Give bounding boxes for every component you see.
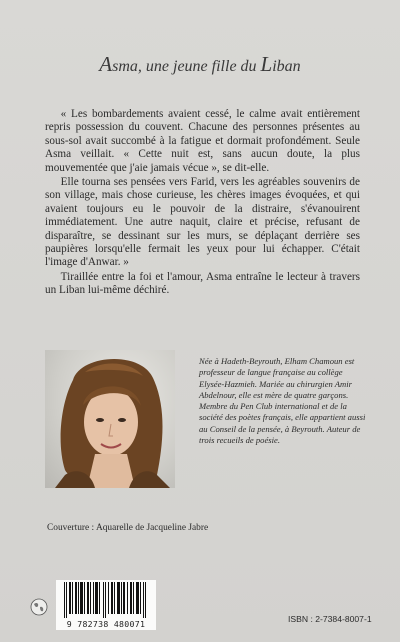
excerpt-blurb: [45, 108, 360, 299]
title-part-2: iban: [272, 58, 301, 75]
isbn: ISBN : 2-7384-8007-1: [288, 614, 372, 624]
author-portrait-icon: [45, 350, 175, 488]
publisher-globe-icon: [30, 598, 48, 616]
book-title: [0, 52, 400, 77]
barcode-number: 9 782738 480071: [66, 619, 146, 629]
blurb-paragraph-3: Tiraillée entre la foi et l'amour, Asma entraîne le lecteur à travers un Liban lui-même déchiré.: [45, 270, 360, 297]
title-part-1: sma, une jeune fille du: [112, 58, 261, 75]
title-initial-a: A: [99, 52, 113, 76]
cover-credit: Couverture : Aquarelle de Jacqueline Jabre: [47, 523, 209, 533]
barcode-bars-icon: [56, 580, 156, 618]
blurb-paragraph-1: « Les bombardements avaient cessé, le calme avait entièrement repris possession du couvent. Chacune des personnes présentes au sous-sol avait succombé à la fatigue et dormait profondément. Seule Asma veillait. « Cette nuit est, sans aucun doute, la plus mouvementée que j'aie jamais vécue », se dit-elle.: [45, 108, 360, 174]
author-photo: [45, 350, 175, 488]
blurb-paragraph-2: Elle tourna ses pensées vers Farid, vers les agréables souvenirs de son village, mais chose curieuse, les chères images évoquées, et qui avaient toujours eu le pouvoir de la distraire, s'évanouirent immédiatement. Une autre naquit, claire et précise, refusant de disparaître, se dessinant sur les murs, se déplaçant derrière ses paupières lorsqu'elle fermait les yeux pour lui échapper. C'était l'image d'Anwar. »: [45, 176, 360, 269]
title-initial-l: L: [260, 52, 273, 76]
author-bio: Née à Hadeth-Beyrouth, Elham Chamoun est professeur de langue française au collège Elysée-Hazmieh. Mariée au chirurgien Amir Abdelnour, elle est mère de quatre garçons. Membre du Pen Club international et de la société des poètes français, elle appartient aussi au Conseil de la pensée, à Beyrouth. Auteur de trois recueils de poésie.: [199, 356, 366, 446]
barcode: [56, 580, 156, 630]
